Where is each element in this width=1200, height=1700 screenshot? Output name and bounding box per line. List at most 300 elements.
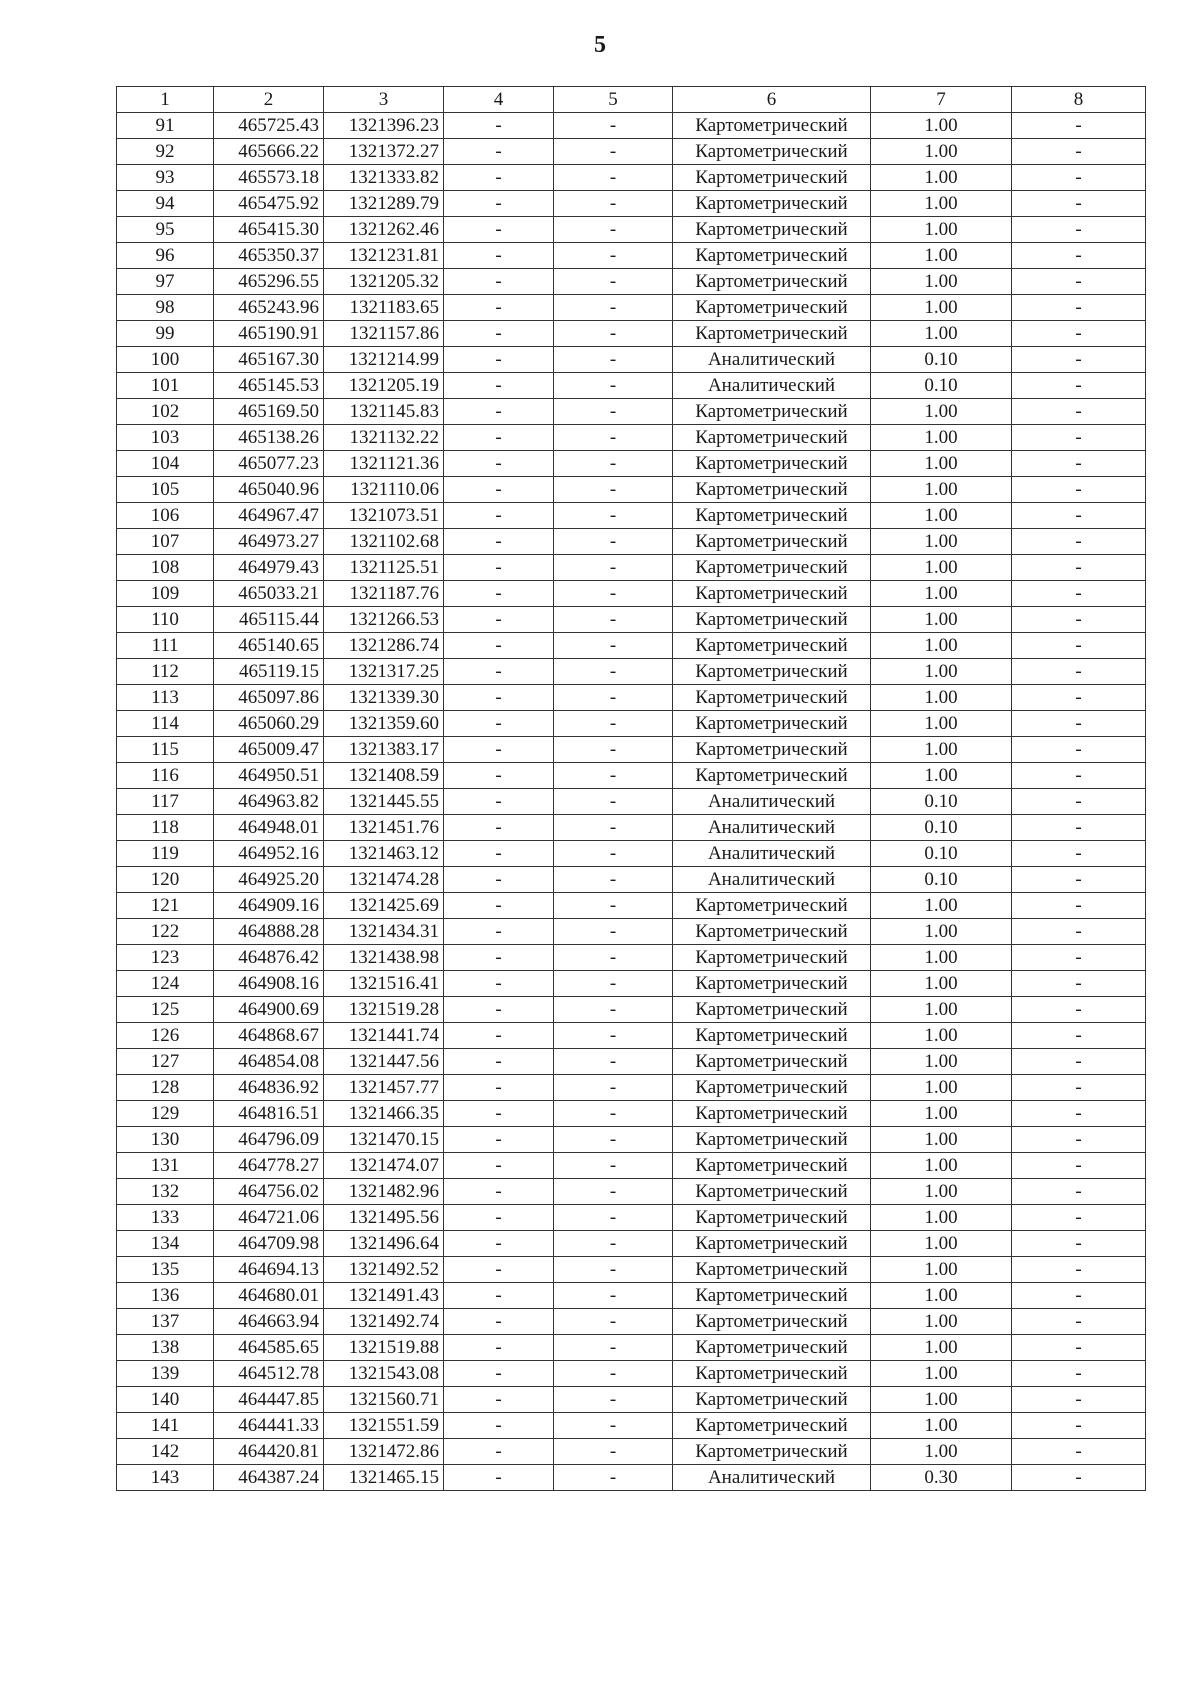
column-4-cell: - xyxy=(444,477,554,503)
method-cell: Картометрический xyxy=(673,1283,871,1309)
y-coordinate-cell: 1321157.86 xyxy=(324,321,444,347)
x-coordinate-cell: 464909.16 xyxy=(214,893,324,919)
method-cell: Аналитический xyxy=(673,841,871,867)
column-4-cell: - xyxy=(444,607,554,633)
column-header: 6 xyxy=(673,87,871,113)
table-row xyxy=(117,399,1146,425)
accuracy-cell: 0.30 xyxy=(871,1465,1012,1491)
y-coordinate-cell: 1321543.08 xyxy=(324,1361,444,1387)
column-5-cell: - xyxy=(554,659,673,685)
point-number-cell: 112 xyxy=(117,659,214,685)
table-row xyxy=(117,321,1146,347)
accuracy-cell: 1.00 xyxy=(871,1205,1012,1231)
column-8-cell: - xyxy=(1012,659,1146,685)
column-8-cell: - xyxy=(1012,633,1146,659)
x-coordinate-cell: 465666.22 xyxy=(214,139,324,165)
table-row xyxy=(117,711,1146,737)
column-5-cell: - xyxy=(554,1153,673,1179)
table-row xyxy=(117,1205,1146,1231)
point-number-cell: 136 xyxy=(117,1283,214,1309)
y-coordinate-cell: 1321474.28 xyxy=(324,867,444,893)
method-cell: Картометрический xyxy=(673,1335,871,1361)
column-8-cell: - xyxy=(1012,997,1146,1023)
accuracy-cell: 1.00 xyxy=(871,633,1012,659)
x-coordinate-cell: 464680.01 xyxy=(214,1283,324,1309)
y-coordinate-cell: 1321496.64 xyxy=(324,1231,444,1257)
column-4-cell: - xyxy=(444,1439,554,1465)
accuracy-cell: 0.10 xyxy=(871,815,1012,841)
column-8-cell: - xyxy=(1012,1127,1146,1153)
x-coordinate-cell: 464585.65 xyxy=(214,1335,324,1361)
table-row xyxy=(117,893,1146,919)
x-coordinate-cell: 464925.20 xyxy=(214,867,324,893)
table-row xyxy=(117,971,1146,997)
x-coordinate-cell: 465475.92 xyxy=(214,191,324,217)
table-row xyxy=(117,581,1146,607)
table-row xyxy=(117,165,1146,191)
accuracy-cell: 0.10 xyxy=(871,841,1012,867)
x-coordinate-cell: 464854.08 xyxy=(214,1049,324,1075)
y-coordinate-cell: 1321425.69 xyxy=(324,893,444,919)
method-cell: Картометрический xyxy=(673,711,871,737)
point-number-cell: 125 xyxy=(117,997,214,1023)
accuracy-cell: 1.00 xyxy=(871,997,1012,1023)
column-5-cell: - xyxy=(554,685,673,711)
column-5-cell: - xyxy=(554,607,673,633)
column-8-cell: - xyxy=(1012,1023,1146,1049)
column-8-cell: - xyxy=(1012,1283,1146,1309)
column-5-cell: - xyxy=(554,737,673,763)
column-4-cell: - xyxy=(444,867,554,893)
column-5-cell: - xyxy=(554,789,673,815)
x-coordinate-cell: 464447.85 xyxy=(214,1387,324,1413)
column-5-cell: - xyxy=(554,529,673,555)
column-4-cell: - xyxy=(444,711,554,737)
column-5-cell: - xyxy=(554,113,673,139)
column-8-cell: - xyxy=(1012,477,1146,503)
point-number-cell: 139 xyxy=(117,1361,214,1387)
x-coordinate-cell: 464709.98 xyxy=(214,1231,324,1257)
y-coordinate-cell: 1321445.55 xyxy=(324,789,444,815)
column-8-cell: - xyxy=(1012,425,1146,451)
accuracy-cell: 1.00 xyxy=(871,1153,1012,1179)
method-cell: Картометрический xyxy=(673,295,871,321)
y-coordinate-cell: 1321286.74 xyxy=(324,633,444,659)
column-header: 4 xyxy=(444,87,554,113)
x-coordinate-cell: 464420.81 xyxy=(214,1439,324,1465)
y-coordinate-cell: 1321491.43 xyxy=(324,1283,444,1309)
table-row xyxy=(117,1127,1146,1153)
column-8-cell: - xyxy=(1012,295,1146,321)
method-cell: Картометрический xyxy=(673,1153,871,1179)
column-8-cell: - xyxy=(1012,971,1146,997)
column-8-cell: - xyxy=(1012,685,1146,711)
column-4-cell: - xyxy=(444,295,554,321)
y-coordinate-cell: 1321457.77 xyxy=(324,1075,444,1101)
column-5-cell: - xyxy=(554,1257,673,1283)
x-coordinate-cell: 465296.55 xyxy=(214,269,324,295)
accuracy-cell: 1.00 xyxy=(871,399,1012,425)
column-header: 2 xyxy=(214,87,324,113)
method-cell: Картометрический xyxy=(673,269,871,295)
column-5-cell: - xyxy=(554,1283,673,1309)
point-number-cell: 143 xyxy=(117,1465,214,1491)
column-4-cell: - xyxy=(444,321,554,347)
y-coordinate-cell: 1321073.51 xyxy=(324,503,444,529)
column-4-cell: - xyxy=(444,243,554,269)
column-5-cell: - xyxy=(554,1465,673,1491)
accuracy-cell: 1.00 xyxy=(871,1049,1012,1075)
method-cell: Картометрический xyxy=(673,113,871,139)
point-number-cell: 124 xyxy=(117,971,214,997)
column-4-cell: - xyxy=(444,685,554,711)
column-8-cell: - xyxy=(1012,737,1146,763)
point-number-cell: 131 xyxy=(117,1153,214,1179)
column-4-cell: - xyxy=(444,1335,554,1361)
accuracy-cell: 1.00 xyxy=(871,1023,1012,1049)
accuracy-cell: 1.00 xyxy=(871,1361,1012,1387)
y-coordinate-cell: 1321214.99 xyxy=(324,347,444,373)
column-4-cell: - xyxy=(444,633,554,659)
method-cell: Картометрический xyxy=(673,321,871,347)
y-coordinate-cell: 1321205.19 xyxy=(324,373,444,399)
method-cell: Картометрический xyxy=(673,1257,871,1283)
accuracy-cell: 1.00 xyxy=(871,1075,1012,1101)
x-coordinate-cell: 465040.96 xyxy=(214,477,324,503)
column-4-cell: - xyxy=(444,1257,554,1283)
x-coordinate-cell: 464836.92 xyxy=(214,1075,324,1101)
accuracy-cell: 1.00 xyxy=(871,139,1012,165)
column-8-cell: - xyxy=(1012,1153,1146,1179)
table-body xyxy=(117,113,1146,1491)
point-number-cell: 94 xyxy=(117,191,214,217)
x-coordinate-cell: 464756.02 xyxy=(214,1179,324,1205)
column-4-cell: - xyxy=(444,1075,554,1101)
method-cell: Картометрический xyxy=(673,1075,871,1101)
y-coordinate-cell: 1321183.65 xyxy=(324,295,444,321)
method-cell: Аналитический xyxy=(673,347,871,373)
method-cell: Картометрический xyxy=(673,1387,871,1413)
table-row xyxy=(117,347,1146,373)
x-coordinate-cell: 465243.96 xyxy=(214,295,324,321)
column-8-cell: - xyxy=(1012,1257,1146,1283)
column-8-cell: - xyxy=(1012,503,1146,529)
coordinates-table xyxy=(116,86,1146,1491)
point-number-cell: 93 xyxy=(117,165,214,191)
table-row xyxy=(117,1153,1146,1179)
column-8-cell: - xyxy=(1012,321,1146,347)
y-coordinate-cell: 1321463.12 xyxy=(324,841,444,867)
accuracy-cell: 1.00 xyxy=(871,1179,1012,1205)
accuracy-cell: 1.00 xyxy=(871,581,1012,607)
method-cell: Картометрический xyxy=(673,165,871,191)
x-coordinate-cell: 465725.43 xyxy=(214,113,324,139)
method-cell: Картометрический xyxy=(673,763,871,789)
method-cell: Картометрический xyxy=(673,451,871,477)
accuracy-cell: 1.00 xyxy=(871,1127,1012,1153)
point-number-cell: 110 xyxy=(117,607,214,633)
y-coordinate-cell: 1321451.76 xyxy=(324,815,444,841)
column-5-cell: - xyxy=(554,269,673,295)
point-number-cell: 118 xyxy=(117,815,214,841)
x-coordinate-cell: 465060.29 xyxy=(214,711,324,737)
column-4-cell: - xyxy=(444,113,554,139)
method-cell: Картометрический xyxy=(673,997,871,1023)
method-cell: Картометрический xyxy=(673,945,871,971)
method-cell: Картометрический xyxy=(673,1101,871,1127)
column-8-cell: - xyxy=(1012,113,1146,139)
x-coordinate-cell: 465169.50 xyxy=(214,399,324,425)
x-coordinate-cell: 464512.78 xyxy=(214,1361,324,1387)
column-5-cell: - xyxy=(554,1101,673,1127)
accuracy-cell: 1.00 xyxy=(871,269,1012,295)
method-cell: Картометрический xyxy=(673,1413,871,1439)
point-number-cell: 140 xyxy=(117,1387,214,1413)
x-coordinate-cell: 465350.37 xyxy=(214,243,324,269)
column-8-cell: - xyxy=(1012,763,1146,789)
y-coordinate-cell: 1321470.15 xyxy=(324,1127,444,1153)
accuracy-cell: 1.00 xyxy=(871,165,1012,191)
point-number-cell: 99 xyxy=(117,321,214,347)
table-row xyxy=(117,1335,1146,1361)
method-cell: Аналитический xyxy=(673,867,871,893)
column-5-cell: - xyxy=(554,867,673,893)
column-8-cell: - xyxy=(1012,841,1146,867)
table-row xyxy=(117,659,1146,685)
point-number-cell: 105 xyxy=(117,477,214,503)
column-4-cell: - xyxy=(444,1101,554,1127)
column-5-cell: - xyxy=(554,451,673,477)
method-cell: Картометрический xyxy=(673,425,871,451)
column-5-cell: - xyxy=(554,139,673,165)
point-number-cell: 104 xyxy=(117,451,214,477)
column-8-cell: - xyxy=(1012,815,1146,841)
column-5-cell: - xyxy=(554,919,673,945)
column-4-cell: - xyxy=(444,425,554,451)
column-4-cell: - xyxy=(444,555,554,581)
table-row xyxy=(117,945,1146,971)
table-row xyxy=(117,1283,1146,1309)
table-row xyxy=(117,1231,1146,1257)
x-coordinate-cell: 464876.42 xyxy=(214,945,324,971)
point-number-cell: 97 xyxy=(117,269,214,295)
x-coordinate-cell: 465140.65 xyxy=(214,633,324,659)
x-coordinate-cell: 464979.43 xyxy=(214,555,324,581)
table-row xyxy=(117,1465,1146,1491)
table-row xyxy=(117,1413,1146,1439)
table-row xyxy=(117,113,1146,139)
y-coordinate-cell: 1321516.41 xyxy=(324,971,444,997)
y-coordinate-cell: 1321551.59 xyxy=(324,1413,444,1439)
column-4-cell: - xyxy=(444,815,554,841)
point-number-cell: 128 xyxy=(117,1075,214,1101)
column-8-cell: - xyxy=(1012,373,1146,399)
accuracy-cell: 1.00 xyxy=(871,217,1012,243)
column-5-cell: - xyxy=(554,373,673,399)
column-4-cell: - xyxy=(444,997,554,1023)
y-coordinate-cell: 1321466.35 xyxy=(324,1101,444,1127)
accuracy-cell: 1.00 xyxy=(871,1439,1012,1465)
point-number-cell: 135 xyxy=(117,1257,214,1283)
accuracy-cell: 1.00 xyxy=(871,1335,1012,1361)
point-number-cell: 122 xyxy=(117,919,214,945)
point-number-cell: 108 xyxy=(117,555,214,581)
accuracy-cell: 1.00 xyxy=(871,659,1012,685)
point-number-cell: 107 xyxy=(117,529,214,555)
column-header: 8 xyxy=(1012,87,1146,113)
table-row xyxy=(117,451,1146,477)
column-4-cell: - xyxy=(444,945,554,971)
table-row xyxy=(117,1075,1146,1101)
point-number-cell: 115 xyxy=(117,737,214,763)
point-number-cell: 116 xyxy=(117,763,214,789)
table-row xyxy=(117,919,1146,945)
accuracy-cell: 0.10 xyxy=(871,373,1012,399)
point-number-cell: 101 xyxy=(117,373,214,399)
method-cell: Картометрический xyxy=(673,555,871,581)
x-coordinate-cell: 464868.67 xyxy=(214,1023,324,1049)
accuracy-cell: 1.00 xyxy=(871,555,1012,581)
column-5-cell: - xyxy=(554,165,673,191)
y-coordinate-cell: 1321492.52 xyxy=(324,1257,444,1283)
point-number-cell: 142 xyxy=(117,1439,214,1465)
y-coordinate-cell: 1321266.53 xyxy=(324,607,444,633)
column-5-cell: - xyxy=(554,633,673,659)
method-cell: Картометрический xyxy=(673,659,871,685)
column-4-cell: - xyxy=(444,789,554,815)
column-8-cell: - xyxy=(1012,555,1146,581)
accuracy-cell: 1.00 xyxy=(871,529,1012,555)
y-coordinate-cell: 1321317.25 xyxy=(324,659,444,685)
column-5-cell: - xyxy=(554,1361,673,1387)
table-row xyxy=(117,217,1146,243)
y-coordinate-cell: 1321492.74 xyxy=(324,1309,444,1335)
accuracy-cell: 0.10 xyxy=(871,347,1012,373)
point-number-cell: 100 xyxy=(117,347,214,373)
y-coordinate-cell: 1321231.81 xyxy=(324,243,444,269)
x-coordinate-cell: 465190.91 xyxy=(214,321,324,347)
table-row xyxy=(117,555,1146,581)
table-row xyxy=(117,607,1146,633)
column-4-cell: - xyxy=(444,1361,554,1387)
column-4-cell: - xyxy=(444,1465,554,1491)
x-coordinate-cell: 465119.15 xyxy=(214,659,324,685)
column-5-cell: - xyxy=(554,1023,673,1049)
column-8-cell: - xyxy=(1012,607,1146,633)
column-4-cell: - xyxy=(444,737,554,763)
y-coordinate-cell: 1321519.28 xyxy=(324,997,444,1023)
column-header: 7 xyxy=(871,87,1012,113)
column-8-cell: - xyxy=(1012,893,1146,919)
table-row xyxy=(117,867,1146,893)
method-cell: Картометрический xyxy=(673,1049,871,1075)
column-5-cell: - xyxy=(554,971,673,997)
accuracy-cell: 1.00 xyxy=(871,1387,1012,1413)
accuracy-cell: 1.00 xyxy=(871,607,1012,633)
column-5-cell: - xyxy=(554,1231,673,1257)
y-coordinate-cell: 1321102.68 xyxy=(324,529,444,555)
y-coordinate-cell: 1321396.23 xyxy=(324,113,444,139)
column-5-cell: - xyxy=(554,1205,673,1231)
method-cell: Картометрический xyxy=(673,1439,871,1465)
x-coordinate-cell: 464948.01 xyxy=(214,815,324,841)
point-number-cell: 106 xyxy=(117,503,214,529)
x-coordinate-cell: 465077.23 xyxy=(214,451,324,477)
column-8-cell: - xyxy=(1012,1075,1146,1101)
column-8-cell: - xyxy=(1012,451,1146,477)
column-5-cell: - xyxy=(554,347,673,373)
column-5-cell: - xyxy=(554,945,673,971)
point-number-cell: 95 xyxy=(117,217,214,243)
table-row xyxy=(117,477,1146,503)
column-8-cell: - xyxy=(1012,191,1146,217)
y-coordinate-cell: 1321408.59 xyxy=(324,763,444,789)
accuracy-cell: 1.00 xyxy=(871,1101,1012,1127)
y-coordinate-cell: 1321560.71 xyxy=(324,1387,444,1413)
point-number-cell: 133 xyxy=(117,1205,214,1231)
method-cell: Картометрический xyxy=(673,633,871,659)
x-coordinate-cell: 464967.47 xyxy=(214,503,324,529)
column-4-cell: - xyxy=(444,217,554,243)
point-number-cell: 102 xyxy=(117,399,214,425)
column-8-cell: - xyxy=(1012,217,1146,243)
column-8-cell: - xyxy=(1012,399,1146,425)
point-number-cell: 109 xyxy=(117,581,214,607)
point-number-cell: 126 xyxy=(117,1023,214,1049)
column-8-cell: - xyxy=(1012,1439,1146,1465)
column-4-cell: - xyxy=(444,841,554,867)
y-coordinate-cell: 1321372.27 xyxy=(324,139,444,165)
method-cell: Картометрический xyxy=(673,191,871,217)
column-5-cell: - xyxy=(554,1179,673,1205)
column-4-cell: - xyxy=(444,1205,554,1231)
accuracy-cell: 1.00 xyxy=(871,893,1012,919)
table-row xyxy=(117,139,1146,165)
column-4-cell: - xyxy=(444,1023,554,1049)
column-4-cell: - xyxy=(444,893,554,919)
method-cell: Картометрический xyxy=(673,139,871,165)
column-header: 5 xyxy=(554,87,673,113)
column-8-cell: - xyxy=(1012,711,1146,737)
column-4-cell: - xyxy=(444,503,554,529)
column-5-cell: - xyxy=(554,1127,673,1153)
x-coordinate-cell: 464387.24 xyxy=(214,1465,324,1491)
column-8-cell: - xyxy=(1012,789,1146,815)
column-header: 1 xyxy=(117,87,214,113)
accuracy-cell: 1.00 xyxy=(871,113,1012,139)
accuracy-cell: 0.10 xyxy=(871,867,1012,893)
accuracy-cell: 0.10 xyxy=(871,789,1012,815)
column-4-cell: - xyxy=(444,1387,554,1413)
x-coordinate-cell: 465115.44 xyxy=(214,607,324,633)
method-cell: Аналитический xyxy=(673,373,871,399)
column-5-cell: - xyxy=(554,893,673,919)
y-coordinate-cell: 1321121.36 xyxy=(324,451,444,477)
column-8-cell: - xyxy=(1012,919,1146,945)
column-8-cell: - xyxy=(1012,139,1146,165)
y-coordinate-cell: 1321383.17 xyxy=(324,737,444,763)
table-row xyxy=(117,1387,1146,1413)
table-row xyxy=(117,191,1146,217)
point-number-cell: 111 xyxy=(117,633,214,659)
accuracy-cell: 1.00 xyxy=(871,477,1012,503)
column-8-cell: - xyxy=(1012,1465,1146,1491)
table-row xyxy=(117,295,1146,321)
accuracy-cell: 1.00 xyxy=(871,919,1012,945)
table-row xyxy=(117,1309,1146,1335)
point-number-cell: 98 xyxy=(117,295,214,321)
column-5-cell: - xyxy=(554,581,673,607)
